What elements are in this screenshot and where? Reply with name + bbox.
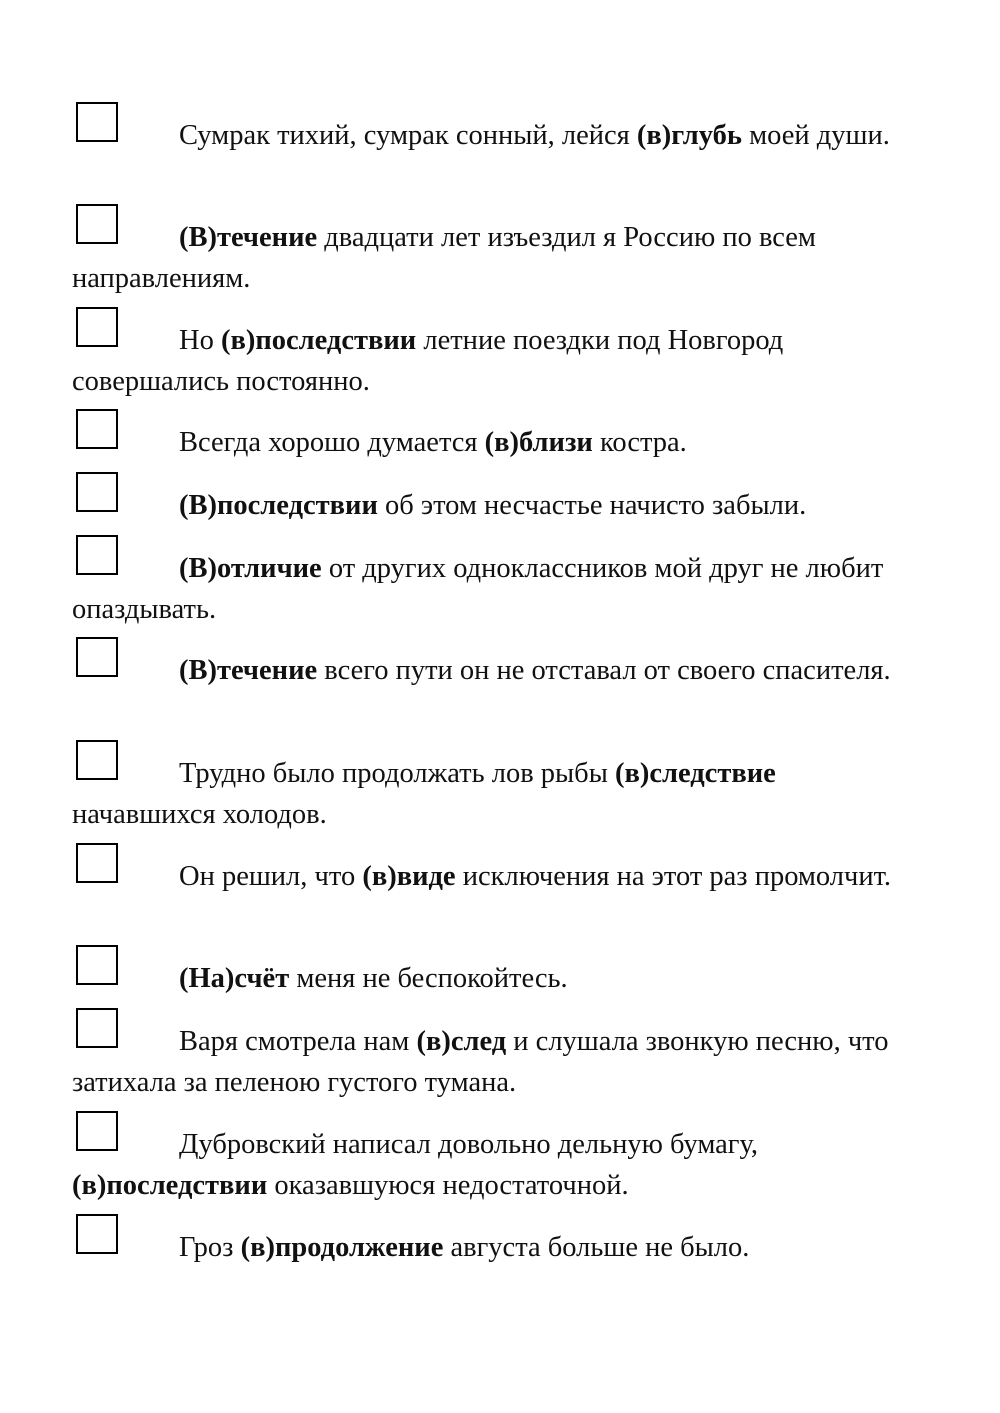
- sentence-text-end: исключения на этот раз промолчит.: [455, 861, 892, 892]
- sentence-text-end: начавшихся холодов.: [72, 799, 327, 830]
- sentence-text-start: Он решил, что: [179, 861, 363, 892]
- sentence-text: [72, 320, 892, 402]
- highlighted-word: (в)след: [416, 1026, 507, 1057]
- sentence-text-start: Но: [179, 325, 221, 356]
- sentence-text-end: костра.: [592, 427, 687, 458]
- sentence-text: [72, 753, 892, 835]
- highlighted-word: (в)близи: [484, 427, 593, 458]
- sentence-text-end: двадцати лет изъездил я Россию по всем направлениям.: [72, 222, 816, 294]
- sentence-text-start: Трудно было продолжать лов рыбы: [179, 758, 615, 789]
- sentence-text-end: об этом несчастье начисто забыли.: [377, 490, 807, 521]
- sentence-text-end: всего пути он не отставал от своего спасителя.: [317, 655, 891, 686]
- highlighted-word: (В)отличие: [179, 553, 322, 584]
- sentence-text-end: меня не беспокойтесь.: [289, 963, 568, 994]
- highlighted-word: (в)следствие: [614, 758, 776, 789]
- highlighted-word: (в)глубь: [636, 120, 742, 151]
- highlighted-word: (в)виде: [362, 861, 456, 892]
- sentence-text-start: Гроз: [179, 1232, 241, 1263]
- sentence-text: [72, 1227, 892, 1268]
- highlighted-word: (в)последствии: [220, 325, 417, 356]
- sentence-text: [72, 115, 892, 156]
- sentence-text-start: Сумрак тихий, сумрак сонный, лейся: [179, 120, 637, 151]
- sentence-text: [72, 217, 892, 299]
- sentence-text: [72, 958, 892, 999]
- sentence-text: [72, 856, 892, 897]
- sentence-text: [72, 548, 892, 630]
- sentence-text: [72, 1021, 892, 1103]
- sentence-text-start: Варя смотрела нам: [179, 1026, 417, 1057]
- highlighted-word: (В)течение: [179, 222, 318, 253]
- sentence-text-end: оказавшуюся недостаточной.: [267, 1170, 629, 1201]
- highlighted-word: (На)счёт: [179, 963, 290, 994]
- sentence-text: [72, 485, 892, 526]
- highlighted-word: (в)последствии: [72, 1170, 268, 1201]
- highlighted-word: (в)продолжение: [240, 1232, 444, 1263]
- sentence-text-start: Всегда хорошо думается: [179, 427, 485, 458]
- sentence-text-end: моей души.: [741, 120, 890, 151]
- highlighted-word: (В)последствии: [179, 490, 378, 521]
- sentence-text: [72, 1124, 892, 1206]
- highlighted-word: (В)течение: [179, 655, 318, 686]
- sentence-text-end: августа больше не было.: [443, 1232, 750, 1263]
- sentence-text: [72, 650, 892, 691]
- sentence-text: [72, 422, 892, 463]
- sentence-text-end: от других одноклассников мой друг не любит опаздывать.: [72, 553, 884, 625]
- sentence-text-end: летние поездки под Новгород совершались постоянно.: [72, 325, 784, 397]
- sentence-text-end: и слушала звонкую песню, что затихала за пеленою густого тумана.: [72, 1026, 889, 1098]
- sentence-text-start: Дубровский написал довольно дельную бумагу,: [179, 1129, 759, 1160]
